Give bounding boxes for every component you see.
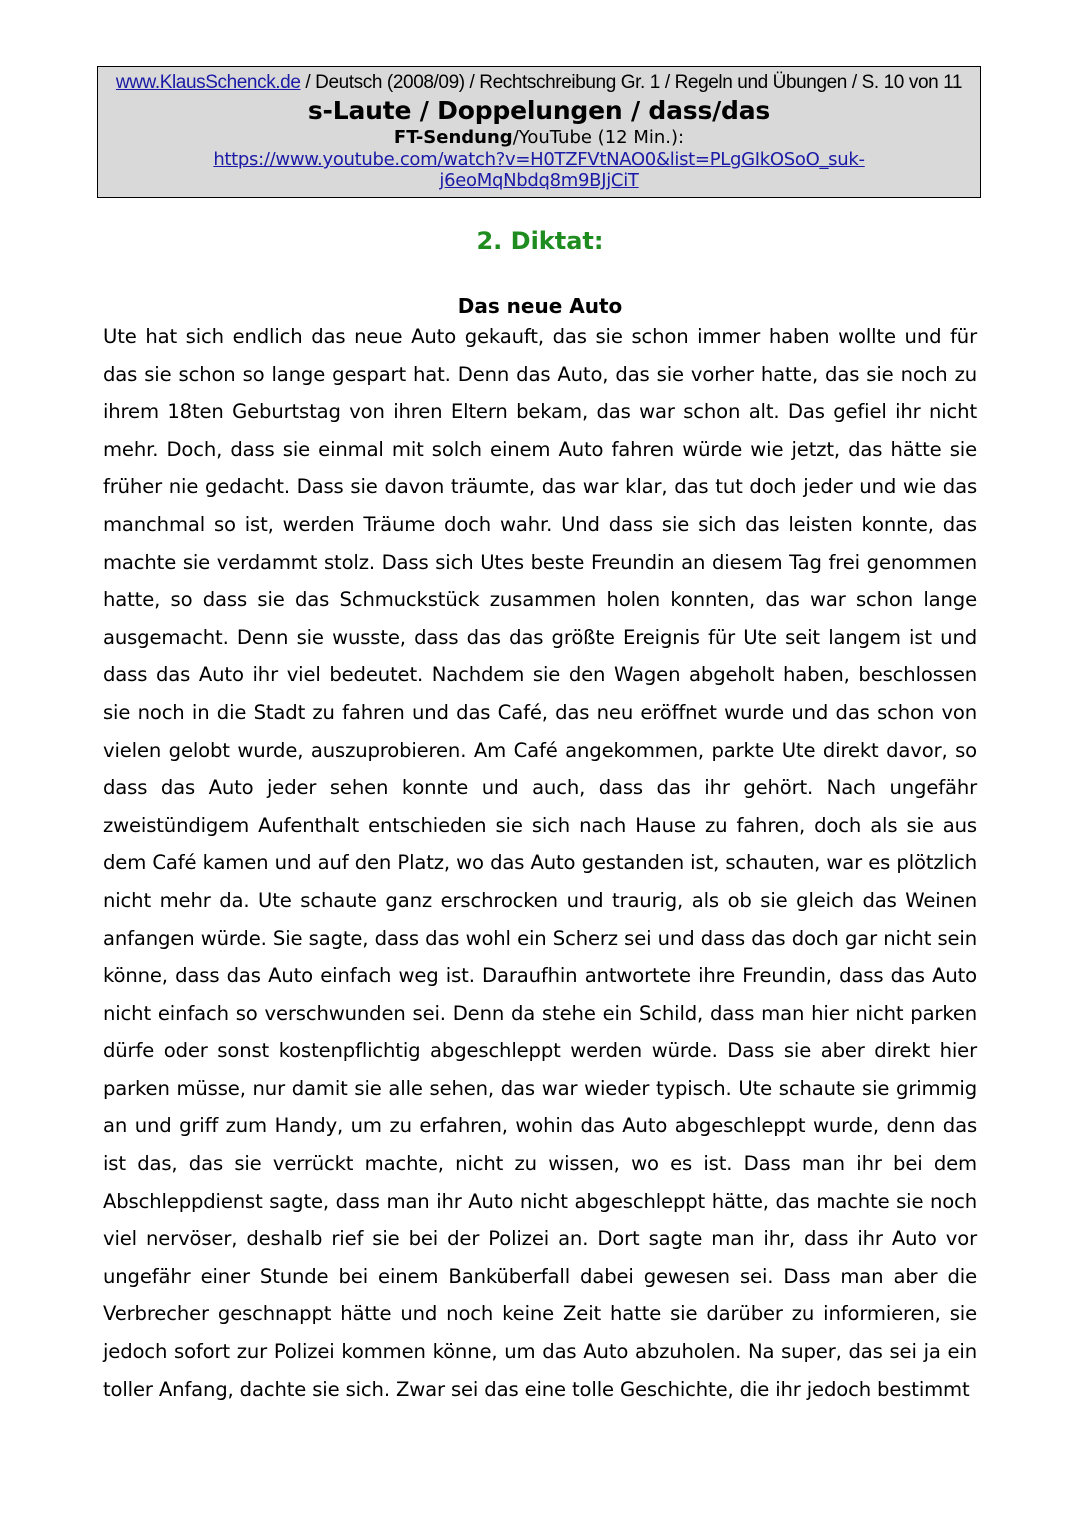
- header-breadcrumb: / Deutsch (2008/09) / Rechtschreibung Gr. 1 / Regeln und Übungen / S. 10 von 11: [300, 72, 963, 93]
- site-link[interactable]: www.KlausSchenck.de: [115, 72, 301, 93]
- video-link-line-2: [98, 170, 980, 191]
- header-subtitle-bold: FT-Sendung: [393, 127, 513, 148]
- page-header: [97, 66, 981, 198]
- dictation-paragraph: Ute hat sich endlich das neue Auto gekauft, das sie schon immer haben wollte und für das sie schon so lange gespart hat. Denn das Auto, das sie vorher hatte, das sie noch zu ihrem 18ten Geburtstag von ihren Eltern bekam, das war schon alt. Das gefiel ihr nicht mehr. Doch, dass sie einmal mit solch einem Auto fahren würde wie jetzt, das hätte sie früher nie gedacht. Dass sie davon träumte, das war klar, das tut doch jeder und wie das manchmal so ist, werden Träume doch wahr. Und dass sie sich das leisten konnte, das machte sie verdammt stolz. Dass sich Utes beste Freundin an diesem Tag frei genommen hatte, so dass sie das Schmuckstück zusammen holen konnten, das war schon lange ausgemacht. Denn sie wusste, dass das das größte Ereignis für Ute seit langem ist und dass das Auto ihr viel bedeutet. Nachdem sie den Wagen abgeholt haben, beschlossen sie noch in die Stadt zu fahren und das Café, das neu eröffnet wurde und das schon von vielen gelobt wurde, auszuprobieren. Am Café angekommen, parkte Ute direkt davor, so dass das Auto jeder sehen konnte und auch, dass das ihr gehört. Nach ungefähr zweistündigem Aufenthalt entschieden sie sich nach Hause zu fahren, doch als sie aus dem Café kamen und auf den Platz, wo das Auto gestanden ist, schauten, war es plötzlich nicht mehr da. Ute schaute ganz erschrocken und traurig, als ob sie gleich das Weinen anfangen würde. Sie sagte, dass das wohl ein Scherz sei und dass das doch gar nicht sein könne, dass das Auto einfach weg ist. Daraufhin antwortete ihre Freundin, dass das Auto nicht einfach so verschwunden sei. Denn da stehe ein Schild, dass man hier nicht parken dürfe oder sonst kostenpflichtig abgeschleppt werden würde. Dass sie aber direkt hier parken müsse, nur damit sie alle sehen, das war wieder typisch. Ute schaute sie grimmig an und griff zum Handy, um zu erfahren, wohin das Auto abgeschleppt wurde, denn das ist das, das sie verrückt machte, nicht zu wissen, wo es ist. Dass man ihr bei dem Abschleppdienst sagte, dass man ihr Auto nicht abgeschleppt hätte, das machte sie noch viel nervöser, deshalb rief sie bei der Polizei an. Dort sagte man ihr, dass ihr Auto vor ungefähr einer Stunde bei einem Banküberfall dabei gewesen sei. Dass man aber die Verbrecher geschnappt hätte und noch keine Zeit hatte sie darüber zu informieren, sie jedoch sofort zur Polizei kommen könne, um das Auto abzuholen. Na super, das sei ja ein toller Anfang, dachte sie sich. Zwar sei das eine tolle Geschichte, die ihr jedoch bestimmt: [103, 325, 977, 1401]
- header-title: s-Laute / Doppelungen / dass/das: [307, 96, 771, 125]
- video-link-line-1: [98, 149, 980, 170]
- dictation-body: [103, 318, 977, 1408]
- header-breadcrumb-line: [98, 71, 980, 95]
- dictation-title: Das neue Auto: [457, 294, 623, 318]
- header-subtitle-rest: /YouTube (12 Min.):: [512, 127, 685, 148]
- header-subtitle: [98, 127, 980, 149]
- video-link[interactable]: https://www.youtube.com/watch?v=H0TZFVtNAO0&list=PLgGIkOSoO_suk-: [213, 149, 865, 170]
- section-heading: 2. Diktat:: [476, 227, 604, 255]
- video-link-continued[interactable]: j6eoMqNbdq8m9BJjCiT: [439, 170, 639, 191]
